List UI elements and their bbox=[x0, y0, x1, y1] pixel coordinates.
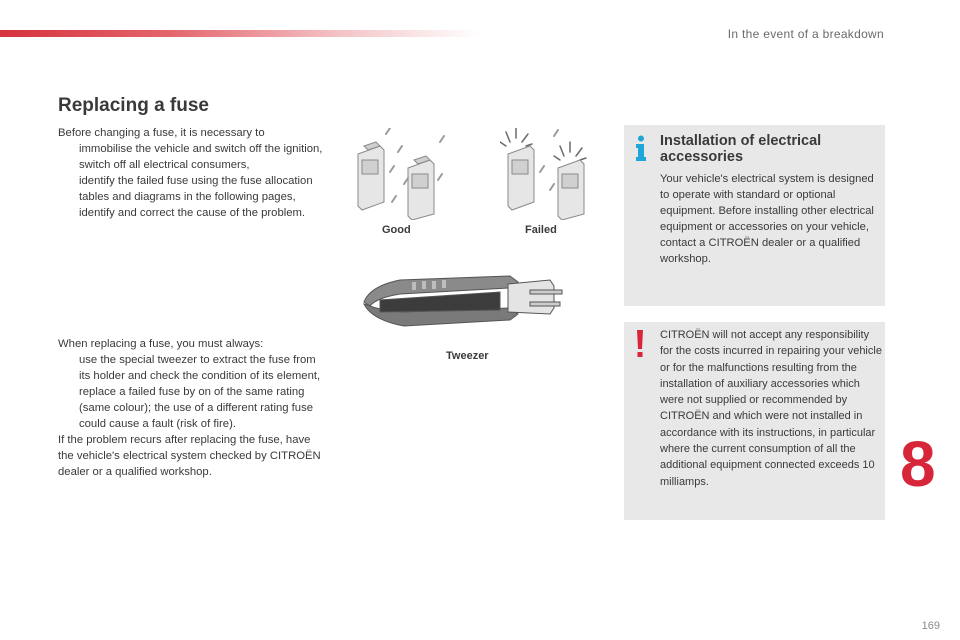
info-box bbox=[624, 125, 885, 306]
tweezer-label: Tweezer bbox=[446, 350, 489, 362]
intro-block bbox=[58, 125, 323, 221]
header-title: In the event of a breakdown bbox=[727, 27, 884, 41]
warning-box bbox=[624, 322, 885, 520]
good-label: Good bbox=[382, 224, 411, 236]
replacement-bullet-text: use the special tweezer to extract the fuse from its holder and check the condition of its element, bbox=[79, 354, 321, 382]
replacement-bullet bbox=[58, 384, 328, 432]
intro-bullet-text: identify and correct the cause of the problem. bbox=[79, 207, 306, 219]
intro-bullet bbox=[58, 141, 323, 157]
intro-bullet-text: identify the failed fuse using the fuse allocation tables and diagrams in the following pages, bbox=[79, 175, 313, 203]
header-accent-bar bbox=[0, 30, 480, 37]
failed-fuse-illustration bbox=[500, 128, 600, 220]
intro-bullet-text: switch off all electrical consumers, bbox=[79, 159, 250, 171]
warning-body: CITROËN will not accept any responsibility for the costs incurred in repairing your vehicle or for the malfunctions resulting from the installation of auxiliary accessories which were not supplied or recommended by CITROËN and which were not installed in accordance with its instructions, in particular where the current consumption of all the additional equipment connected exceeds 10 milliamps. bbox=[660, 329, 882, 488]
page-number: 169 bbox=[921, 620, 940, 632]
replacement-bullet-text: replace a failed fuse by on of the same rating (same colour); the use of a different rating fuse could cause a fault (risk of fire). bbox=[79, 386, 314, 430]
intro-lead: Before changing a fuse, it is necessary to bbox=[58, 127, 265, 139]
tweezer-illustration bbox=[360, 262, 565, 334]
intro-bullet bbox=[58, 173, 323, 205]
info-body: Your vehicle's electrical system is designed to operate with standard or optional equipment. Before installing other electrical equipment or accessories on your vehicle, contact a CITROËN dealer or a qualified workshop. bbox=[660, 173, 874, 265]
failed-label: Failed bbox=[525, 224, 557, 236]
section-title: Replacing a fuse bbox=[58, 95, 209, 116]
exclamation-icon bbox=[635, 330, 645, 358]
replacement-closing: If the problem recurs after replacing the fuse, have the vehicle's electrical system checked by CITROËN dealer or a qualified workshop. bbox=[58, 434, 321, 478]
intro-bullet-text: immobilise the vehicle and switch off the ignition, bbox=[79, 143, 323, 155]
replacement-lead: When replacing a fuse, you must always: bbox=[58, 338, 264, 350]
intro-bullet bbox=[58, 205, 323, 221]
chapter-number: 8 bbox=[900, 428, 936, 500]
intro-bullet bbox=[58, 157, 323, 173]
replacement-block bbox=[58, 336, 328, 480]
good-fuse-illustration bbox=[350, 128, 450, 220]
replacement-bullet bbox=[58, 352, 328, 384]
info-title: Installation of electrical accessories bbox=[660, 133, 822, 165]
info-icon bbox=[634, 135, 648, 161]
